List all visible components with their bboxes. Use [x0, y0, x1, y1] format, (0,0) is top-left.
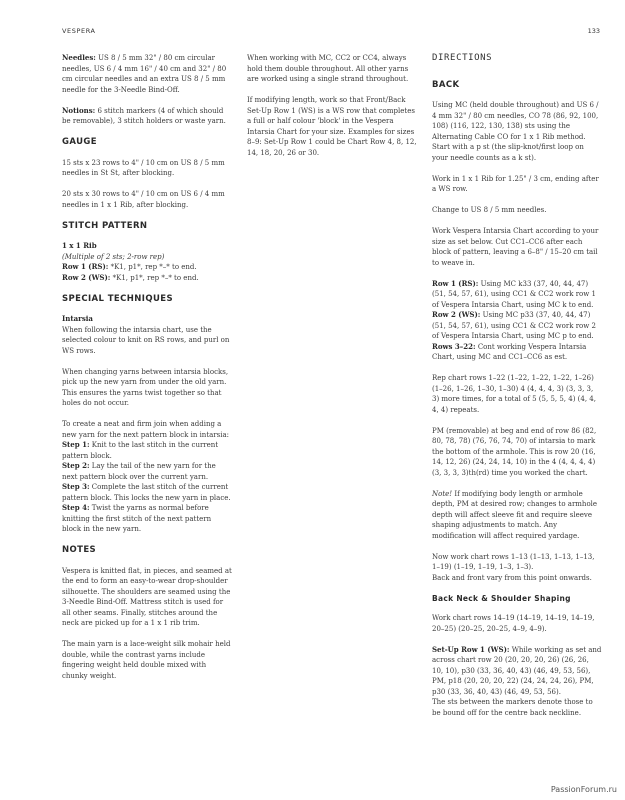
- notes-paragraph-2: The main yarn is a lace-weight silk mohair held double, while the contrast yarns include fingering weight held double mixed with chunky weight.: [62, 640, 231, 680]
- back-heading: BACK: [432, 79, 460, 90]
- note-text: If modifying body length or armhole depth, PM at desired row; changes to armhole depth will affect sleeve fit and require sleeve shaping adjustments to match. Any modification will affect required yardage.: [432, 489, 598, 540]
- back-row2-text: Using MC p33 (37, 40, 44, 47) (51, 54, 57, 61), using CC1 & CC2 work row 2 of Vespera Intarsia Chart, using MC p to end.: [432, 311, 596, 340]
- gauge-heading: GAUGE: [62, 137, 97, 147]
- step1-label: Step 1:: [62, 440, 90, 449]
- step3-text: Complete the last stitch of the current pattern block. This locks the new yarn in place.: [62, 483, 231, 502]
- neck-shaping-heading: Back Neck & Shoulder Shaping: [432, 593, 571, 603]
- setup-row-paragraph: [432, 645, 602, 719]
- back-front-vary-text: Back and front vary from this point onwards.: [432, 573, 592, 582]
- modify-length-paragraph: If modifying length, work so that Front/Back Set-Up Row 1 (WS) is a WS row that completes a full or half colour 'block' in the Vespera Intarsia Chart for your size. Examples for sizes 8–9: Set-Up Row 1 could be Chart Row 4, 8, 12, 14, 18, 20, 26 or 30.: [247, 96, 417, 157]
- intarsia-steps: [62, 419, 232, 535]
- site-watermark: PassionForum.ru: [550, 785, 617, 794]
- rib-block: [62, 241, 232, 283]
- notions-label: Notions:: [62, 105, 96, 115]
- step2-label: Step 2:: [62, 461, 90, 470]
- chart-rows-text: Now work chart rows 1–13 (1–13, 1–13, 1–13, 1–19) (1–19, 1–19, 1–3, 1–3).: [432, 552, 595, 571]
- rib-row2-label: Row 2 (WS):: [62, 272, 111, 282]
- intarsia-paragraph-1: When following the intarsia chart, use the selected colour to knit on RS rows, and purl on WS rows.: [62, 325, 230, 355]
- page-number: 133: [587, 27, 600, 35]
- column-middle: [247, 53, 419, 169]
- special-techniques-heading: SPECIAL TECHNIQUES: [62, 293, 174, 304]
- step2-text: Lay the tail of the new yarn for the next pattern block over the current yarn.: [62, 462, 216, 481]
- neck-chart-rows-paragraph: Work chart rows 14–19 (14–19, 14–19, 14–19, 20–25) (20–25, 20–25, 4–9, 4–9).: [432, 614, 595, 633]
- pattern-title: VESPERA: [62, 27, 96, 35]
- intarsia-block: [62, 314, 232, 356]
- rib-title: 1 x 1 Rib: [62, 241, 97, 250]
- back-rows-label: Rows 3–22:: [432, 341, 476, 351]
- note-paragraph: [432, 489, 602, 542]
- neckline-note-text: The sts between the markers denote those to be bound off for the centre back neckline.: [432, 698, 593, 717]
- notes-paragraph-1: Vespera is knitted flat, in pieces, and seamed at the end to form an easy-to-wear drop-shoulder silhouette. The shoulders are seamed using the 3-Needle Bind-Off. Mattress stitch is used for all other seams. Finally, stitches around the neck are picked up for a 1 x 1 rib trim.: [62, 566, 232, 627]
- step1-text: Knit to the last stitch in the current pattern block.: [62, 441, 219, 460]
- needles-text: US 8 / 5 mm 32" / 80 cm circular needles, US 6 / 4 mm 16" / 40 cm and 32" / 80 cm circular needles and an extra US 8 / 5 mm needle for the 3-Needle Bind-Off.: [62, 54, 227, 94]
- column-right: [432, 53, 602, 729]
- rib-row2-text: *K1, p1*, rep *–* to end.: [110, 273, 199, 282]
- intarsia-paragraph-3: To create a neat and firm join when adding a new yarn for the next pattern block in intarsia:: [62, 420, 230, 439]
- notions-paragraph: [62, 106, 232, 127]
- step3-label: Step 3:: [62, 482, 90, 491]
- repeat-paragraph: Rep chart rows 1–22 (1–22, 1–22, 1–22, 1–26) (1–26, 1–26, 1–30, 1–30) 4 (4, 4, 4, 3) (3, 3, 3, 3) more times, for a total of 5 (5, 5, 5, 4) (4, 4, 4, 4) repeats.: [432, 374, 596, 414]
- setup-row-text: While working as set and across chart row 20 (20, 20, 20, 26) (26, 26, 10, 10), p30 (33, 36, 40, 43) (46, 49, 53, 56), PM, p18 (20, 20, 20, 22) (24, 24, 24, 26), PM, p30 (33, 36, 40, 43) (46, 49, 53, 56).: [432, 645, 602, 696]
- directions-heading: DIRECTIONS: [432, 53, 493, 63]
- step4-text: Twist the yarns as normal before knitting the first stitch of the next pattern block in the new yarn.: [62, 504, 212, 533]
- notions-text: 6 stitch markers (4 of which should be removable), 3 stitch holders or waste yarn.: [62, 106, 226, 125]
- cast-on-paragraph: Using MC (held double throughout) and US 6 / 4 mm 32" / 80 cm needles, CO 78 (86, 92, 100, 108) (116, 122, 130, 138) sts using the Alternating Cable CO for 1 x 1 Rib method. Start with a p st (the slip-knot/first loop on your needle counts as a k st).: [432, 101, 599, 162]
- marker-paragraph: PM (removable) at beg and end of row 86 (82, 80, 78, 78) (76, 76, 74, 70) of intarsia to mark the bottom of the armhole. This is row 20 (16, 14, 12, 26) (24, 24, 14, 10) in the 4 (4, 4, 4, 4) (3, 3, 3, 3)th(rd) time you worked the chart.: [432, 426, 597, 477]
- stitch-pattern-heading: STITCH PATTERN: [62, 220, 148, 231]
- intarsia-title: Intarsia: [62, 314, 93, 323]
- rib-paragraph: Work in 1 x 1 Rib for 1.25" / 3 cm, ending after a WS row.: [432, 174, 599, 193]
- back-rows-text: Cont working Vespera Intarsia Chart, using MC and CC1–CC6 as est.: [432, 342, 587, 361]
- back-row1-label: Row 1 (RS):: [432, 278, 479, 288]
- back-row1-text: Using MC k33 (37, 40, 44, 47) (51, 54, 57, 61), using CC1 & CC2 work row 1 of Vespera Intarsia Chart, using MC k to end.: [432, 279, 596, 309]
- gauge-paragraph-2: 20 sts x 30 rows to 4" / 10 cm on US 6 / 4 mm needles in 1 x 1 Rib, after blocking.: [62, 190, 225, 209]
- chart-instructions-paragraph: Work Vespera Intarsia Chart according to your size as set below. Cut CC1–CC6 after each block of pattern, leaving a 6–8" / 15–20 cm tail to weave in.: [432, 227, 599, 267]
- intarsia-paragraph-2: When changing yarns between intarsia blocks, pick up the new yarn from under the old yarn. This ensures the yarns twist together so that holes do not occur.: [62, 367, 229, 407]
- column-left: [62, 53, 232, 692]
- back-row2-label: Row 2 (WS):: [432, 310, 481, 319]
- rib-row1-text: *K1, p1*, rep *–* to end.: [108, 263, 197, 271]
- setup-row-label: Set-Up Row 1 (WS):: [432, 644, 510, 654]
- chart-rows-block: [432, 279, 602, 363]
- yarn-paragraph: When working with MC, CC2 or CC4, always hold them double throughout. All other yarns are worked using a single strand throughout.: [247, 54, 409, 83]
- needle-change-paragraph: Change to US 8 / 5 mm needles.: [432, 206, 547, 214]
- chart-rows-paragraph: [432, 552, 602, 584]
- needles-paragraph: [62, 53, 232, 95]
- rib-row1-label: Row 1 (RS):: [62, 262, 109, 271]
- rib-multiple: (Multiple of 2 sts; 2-row rep): [62, 252, 165, 261]
- step4-label: Step 4:: [62, 503, 90, 512]
- gauge-paragraph-1: 15 sts x 23 rows to 4" / 10 cm on US 8 / 5 mm needles in St St, after blocking.: [62, 158, 225, 177]
- note-label: Note!: [432, 489, 453, 498]
- running-header: [62, 27, 600, 39]
- notes-heading: NOTES: [62, 545, 97, 555]
- needles-label: Needles:: [62, 53, 96, 62]
